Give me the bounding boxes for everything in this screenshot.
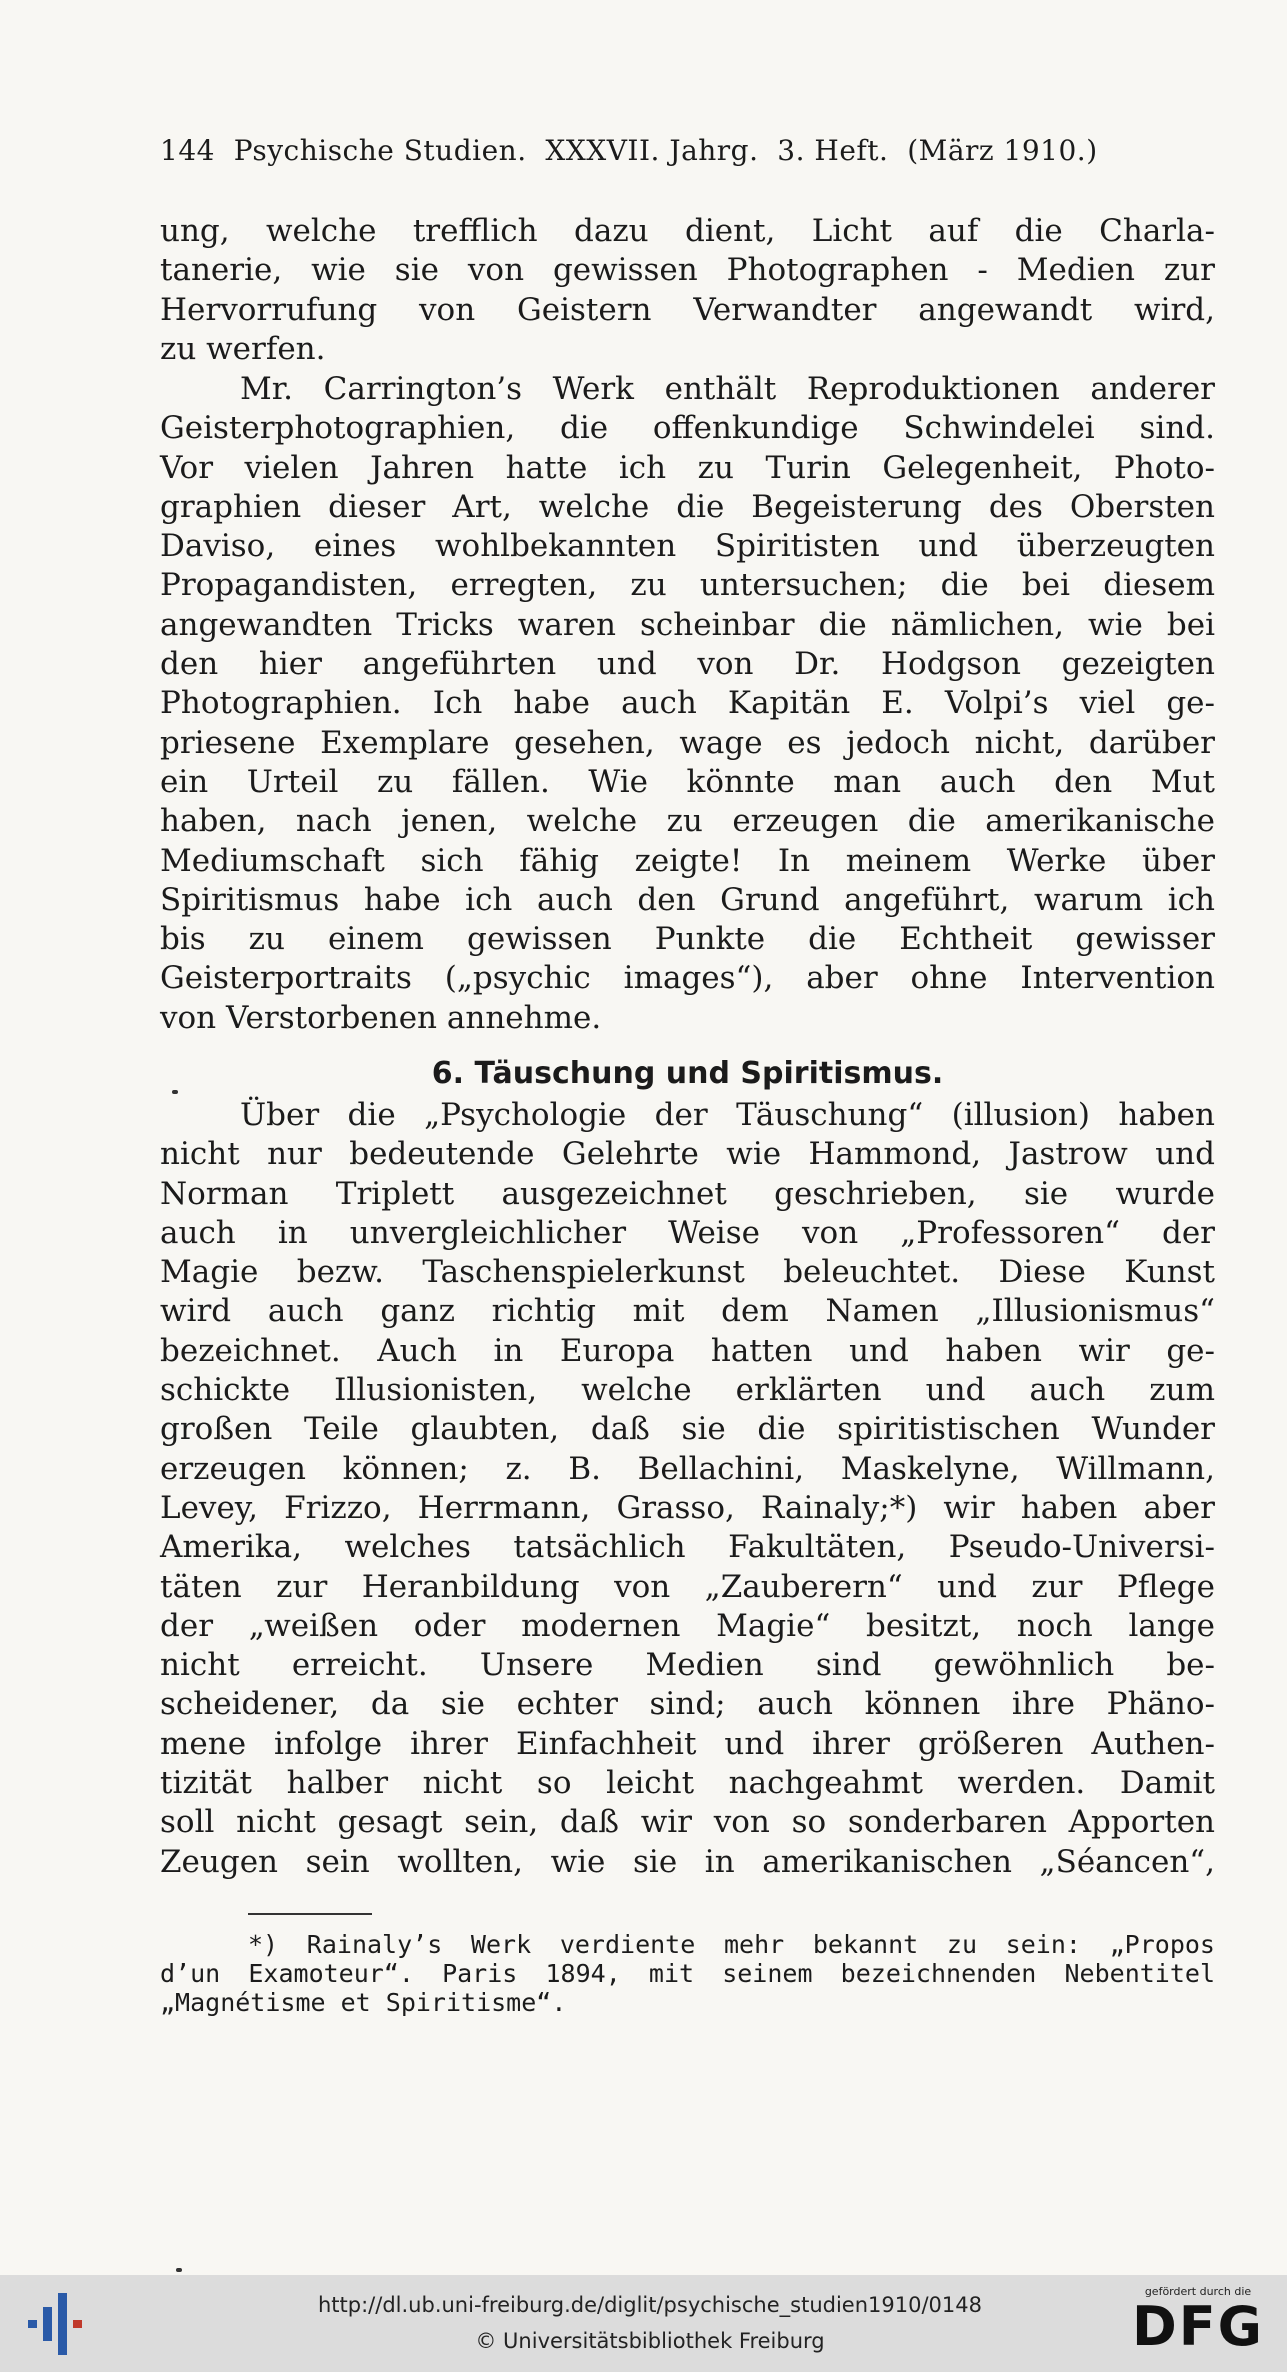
print-speck: [176, 2268, 182, 2272]
paragraph-3: [160, 1096, 1215, 1882]
text-line: Geisterphotographien, die offenkundige Schwindelei sind.: [160, 410, 1215, 447]
section-heading: 6. Täuschung und Spiritismus.: [431, 1056, 944, 1091]
dfg-wordmark: DFG: [1131, 2295, 1265, 2358]
text-line: ung, welche trefflich dazu dient, Licht auf die Charla-: [160, 213, 1215, 249]
text-line: Hervorrufung von Geistern Verwandter angewandt wird,: [160, 291, 1215, 328]
text-line: mene infolge ihrer Einfachheit und ihrer größeren Authen-: [160, 1725, 1215, 1762]
text-line: Propagandisten, erregten, zu untersuchen; die bei diesem: [160, 567, 1215, 604]
footnote-rule: [248, 1913, 372, 1915]
text-line: Magie bezw. Taschenspielerkunst beleuchtet. Diese Kunst: [160, 1254, 1215, 1291]
text-line: wird auch ganz richtig mit dem Namen „Illusionismus“: [160, 1293, 1215, 1330]
text-line: bis zu einem gewissen Punkte die Echtheit gewisser: [160, 921, 1215, 958]
footnote: [160, 1930, 1215, 2017]
text-line: bezeichnet. Auch in Europa hatten und haben wir ge-: [160, 1332, 1215, 1369]
dfg-logo: [1128, 2285, 1278, 2365]
text-line: von Verstorbenen annehme.: [160, 999, 602, 1036]
paragraph-1: [160, 212, 1215, 369]
library-logo-icon: [28, 2293, 88, 2355]
text-line: tizität halber nicht so leicht nachgeahmt werden. Damit: [160, 1765, 1215, 1802]
text-line: den hier angeführten und von Dr. Hodgson gezeigten: [160, 646, 1215, 683]
text-line: Norman Triplett ausgezeichnet geschrieben, sie wurde: [160, 1175, 1215, 1212]
dfg-caption: gefördert durch die: [1144, 2285, 1252, 2298]
text-line: Vor vielen Jahren hatte ich zu Turin Gelegenheit, Photo-: [160, 449, 1215, 486]
text-line: nicht nur bedeutende Gelehrte wie Hammond, Jastrow und: [160, 1136, 1215, 1173]
text-line: tanerie, wie sie von gewissen Photographen - Medien zur: [160, 252, 1215, 289]
text-line: Mr. Carrington’s Werk enthält Reproduktionen anderer: [240, 371, 1215, 407]
text-line: nicht erreicht. Unsere Medien sind gewöhnlich be-: [160, 1647, 1215, 1684]
copyright-notice: © Universitätsbibliothek Freiburg: [475, 2329, 825, 2353]
text-line: d’un Examoteur“. Paris 1894, mit seinem bezeichnenden Nebentitel: [160, 1959, 1215, 1988]
text-line: auch in unvergleichlicher Weise von „Professoren“ der: [160, 1214, 1215, 1251]
text-line: Zeugen sein wollten, wie sie in amerikanischen „Séancen“,: [160, 1843, 1215, 1880]
text-line: Über die „Psychologie der Täuschung“ (illusion) haben: [240, 1097, 1215, 1133]
print-speck: [172, 1090, 178, 1094]
footer-bar: [0, 2275, 1287, 2372]
running-header: 144 Psychische Studien. XXXVII. Jahrg. 3. Heft. (März 1910.): [160, 134, 1098, 167]
text-line: täten zur Heranbildung von „Zauberern“ und zur Pflege: [160, 1568, 1215, 1605]
text-line: Spiritismus habe ich auch den Grund angeführt, warum ich: [160, 881, 1215, 918]
text-line: soll nicht gesagt sein, daß wir von so sonderbaren Apporten: [160, 1804, 1215, 1841]
source-url[interactable]: http://dl.ub.uni-freiburg.de/diglit/psychische_studien1910/0148: [318, 2293, 982, 2317]
text-line: angewandten Tricks waren scheinbar die nämlichen, wie bei: [160, 606, 1215, 643]
text-line: graphien dieser Art, welche die Begeisterung des Obersten: [160, 488, 1215, 525]
text-line: haben, nach jenen, welche zu erzeugen die amerikanische: [160, 803, 1215, 840]
paragraph-2: [160, 370, 1215, 1038]
text-line: ein Urteil zu fällen. Wie könnte man auch den Mut: [160, 763, 1215, 800]
text-line: Mediumschaft sich fähig zeigte! In meinem Werke über: [160, 842, 1215, 879]
text-line: erzeugen können; z. B. Bellachini, Maskelyne, Willmann,: [160, 1450, 1215, 1487]
text-line: Amerika, welches tatsächlich Fakultäten, Pseudo-Universi-: [160, 1529, 1215, 1566]
text-line: scheidener, da sie echter sind; auch können ihre Phäno-: [160, 1686, 1215, 1723]
text-line: großen Teile glaubten, daß sie die spiritistischen Wunder: [160, 1411, 1215, 1448]
text-line: Daviso, eines wohlbekannten Spiritisten und überzeugten: [160, 528, 1215, 565]
text-line: „Magnétisme et Spiritisme“.: [160, 1988, 567, 2017]
text-line: priesene Exemplare gesehen, wage es jedoch nicht, darüber: [160, 724, 1215, 761]
text-line: zu werfen.: [160, 330, 326, 367]
text-line: schickte Illusionisten, welche erklärten und auch zum: [160, 1372, 1215, 1409]
text-line: Levey, Frizzo, Herrmann, Grasso, Rainaly;*) wir haben aber: [160, 1489, 1215, 1526]
text-line: *) Rainaly’s Werk verdiente mehr bekannt zu sein: „Propos: [248, 1930, 1215, 1959]
text-line: der „weißen oder modernen Magie“ besitzt, noch lange: [160, 1607, 1215, 1644]
text-line: Geisterportraits („psychic images“), aber ohne Intervention: [160, 960, 1215, 997]
text-line: Photographien. Ich habe auch Kapitän E. Volpi’s viel ge-: [160, 685, 1215, 722]
